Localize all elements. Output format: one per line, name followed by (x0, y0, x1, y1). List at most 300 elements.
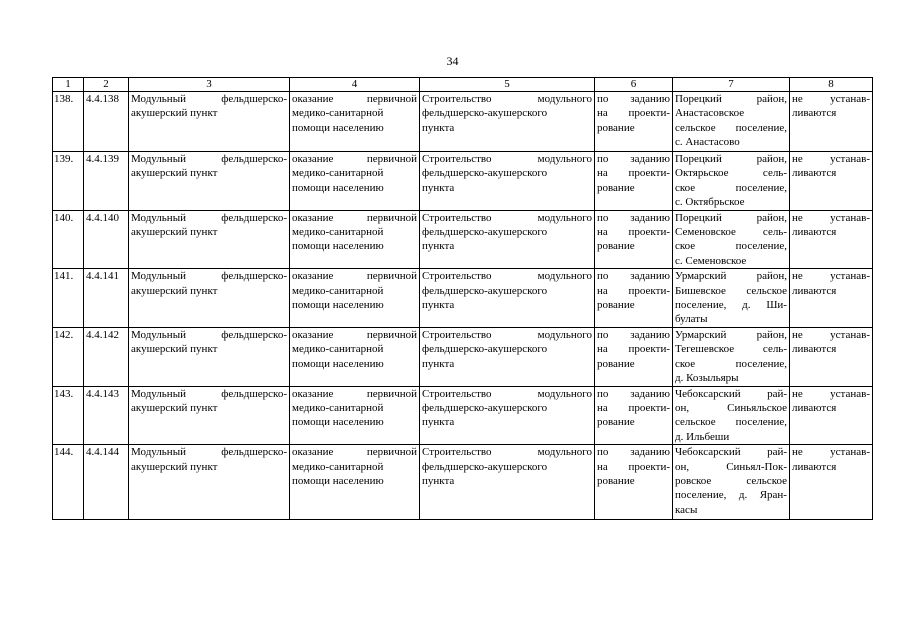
header-col-3: 3 (129, 78, 290, 92)
word: Тегешевское (675, 343, 735, 356)
word: сель- (762, 226, 787, 239)
table-row (53, 269, 873, 328)
work-type-line (422, 92, 592, 106)
row-number-cell (53, 210, 84, 269)
word: по (597, 270, 609, 283)
object-purpose-line (292, 211, 417, 225)
location-line (675, 328, 787, 342)
protection-zones-cell (790, 152, 873, 211)
header-col-4: 4 (290, 78, 420, 92)
word: не (792, 211, 803, 224)
basis-cell (595, 152, 673, 211)
word: модульного (537, 328, 592, 341)
header-col-7: 7 (673, 78, 790, 92)
word: он, (675, 401, 690, 414)
row-number-cell (53, 445, 84, 520)
word: поселение, (675, 489, 727, 502)
work-type-line: пункта (422, 474, 455, 487)
object-purpose-line (292, 152, 417, 166)
basis-line (597, 401, 670, 415)
protection-zones-line: ливаются (792, 343, 837, 356)
basis-line: рование (597, 121, 635, 134)
object-name-line (131, 269, 287, 283)
row-number-cell (53, 92, 84, 152)
object-code-cell (84, 445, 129, 520)
object-purpose-line: помощи населению (292, 416, 384, 429)
protection-zones-line (792, 152, 870, 166)
object-code: 4.4.144 (86, 446, 119, 459)
table-row (53, 386, 873, 445)
work-type-line: фельдшерско-акушерского (422, 167, 548, 180)
word: Порецкий (675, 153, 722, 165)
protection-zones-line (792, 445, 870, 459)
word: модульного (537, 93, 592, 105)
object-purpose-cell (290, 445, 420, 520)
object-code-cell (84, 327, 129, 386)
word: устанав- (830, 211, 870, 224)
work-type-line: пункта (422, 121, 455, 134)
word: Строительство (422, 446, 492, 459)
word: район, (756, 328, 787, 341)
word: Модульный (131, 211, 186, 224)
word: сель- (762, 167, 787, 180)
word: фельдшерско- (221, 270, 287, 283)
object-code-cell (84, 92, 129, 152)
word: Строительство (422, 93, 492, 105)
object-purpose-line: медико-санитарной (292, 107, 384, 120)
protection-zones-cell (790, 269, 873, 328)
word: Ши- (766, 299, 787, 312)
word: оказание (292, 446, 334, 459)
basis-line (597, 269, 670, 283)
object-code-cell (84, 152, 129, 211)
word: не (792, 387, 803, 400)
protection-zones-line: ливаются (792, 401, 837, 414)
word: модульного (537, 153, 592, 165)
object-name-line (131, 92, 287, 106)
protection-zones-line: ливаются (792, 226, 837, 239)
basis-line (597, 106, 670, 120)
object-purpose-line (292, 269, 417, 283)
page-number: 34 (446, 54, 459, 68)
object-purpose-line: помощи населению (292, 474, 384, 487)
work-type-line (422, 269, 592, 283)
word: Чебоксарский (675, 387, 741, 400)
basis-line (597, 225, 670, 239)
protection-zones-line: ливаются (792, 460, 837, 473)
basis-line (597, 445, 670, 459)
word: не (792, 446, 803, 459)
word: оказание (292, 93, 334, 105)
basis-line: рование (597, 357, 635, 370)
word: заданию (630, 93, 670, 105)
location-line (675, 460, 787, 474)
protection-zones-line: ливаются (792, 167, 837, 180)
basis-line: рование (597, 299, 635, 312)
location-cell (673, 269, 790, 328)
word: Строительство (422, 328, 492, 341)
location-line: булаты (675, 313, 708, 326)
word: поселение, (735, 181, 787, 194)
object-purpose-line (292, 92, 417, 106)
object-code-cell (84, 386, 129, 445)
word: первичной (366, 153, 417, 165)
basis-line (597, 328, 670, 342)
work-type-line: пункта (422, 181, 455, 194)
basis-line (597, 166, 670, 180)
basis-cell (595, 386, 673, 445)
word: проекти- (628, 343, 670, 356)
row-number: 141. (54, 270, 74, 283)
row-number-cell (53, 327, 84, 386)
location-line (675, 387, 787, 401)
table-row (53, 327, 873, 386)
table-row (53, 210, 873, 269)
object-purpose-line: помощи населению (292, 299, 384, 312)
word: по (597, 211, 609, 224)
location-line (675, 269, 787, 283)
object-purpose-line: медико-санитарной (292, 343, 384, 356)
word: проекти- (628, 284, 670, 297)
location-line (675, 225, 787, 239)
word: на (597, 167, 608, 180)
location-cell (673, 386, 790, 445)
word: Порецкий (675, 93, 722, 105)
object-purpose-cell (290, 269, 420, 328)
object-name-cell (129, 210, 290, 269)
basis-line (597, 460, 670, 474)
object-code: 4.4.142 (86, 328, 119, 341)
work-type-line (422, 387, 592, 401)
word: фельдшерско- (221, 93, 287, 105)
work-type-line: фельдшерско-акушерского (422, 107, 548, 120)
work-type-line: фельдшерско-акушерского (422, 460, 548, 473)
word: на (597, 343, 608, 356)
word: ское (675, 181, 696, 194)
basis-cell (595, 92, 673, 152)
word: первичной (366, 387, 417, 400)
work-type-cell (420, 327, 595, 386)
word: заданию (630, 270, 670, 283)
location-cell (673, 92, 790, 152)
row-number: 144. (54, 446, 74, 459)
object-code-cell (84, 269, 129, 328)
work-type-line (422, 152, 592, 166)
protection-zones-cell (790, 92, 873, 152)
location-line (675, 211, 787, 225)
object-purpose-cell (290, 92, 420, 152)
object-name-line (131, 387, 287, 401)
word: по (597, 328, 609, 341)
basis-line (597, 387, 670, 401)
basis-line (597, 92, 670, 106)
location-line (675, 445, 787, 459)
basis-line: рование (597, 240, 635, 253)
basis-cell (595, 327, 673, 386)
word: устанав- (830, 328, 870, 341)
object-purpose-cell (290, 386, 420, 445)
word: на (597, 226, 608, 239)
word: Строительство (422, 211, 492, 224)
word: Модульный (131, 328, 186, 341)
word: сельское (746, 474, 787, 487)
word: не (792, 328, 803, 341)
object-name-line: акушерский пункт (131, 284, 218, 297)
location-line (675, 415, 787, 429)
object-name-line: акушерский пункт (131, 460, 218, 473)
work-type-line (422, 211, 592, 225)
word: устанав- (830, 446, 870, 459)
object-name-cell (129, 152, 290, 211)
protection-zones-line (792, 269, 870, 283)
word: район, (756, 153, 787, 165)
word: д. (738, 489, 748, 502)
protection-zones-cell (790, 445, 873, 520)
object-purpose-line: помощи населению (292, 240, 384, 253)
location-line: д. Козыльяры (675, 372, 739, 385)
header-row (53, 78, 873, 92)
row-number-cell (53, 386, 84, 445)
word: устанав- (830, 93, 870, 105)
word: оказание (292, 270, 334, 283)
word: фельдшерско- (221, 387, 287, 400)
location-line (675, 152, 787, 166)
table-row (53, 92, 873, 152)
protection-zones-line (792, 211, 870, 225)
protection-zones-line: ливаются (792, 107, 837, 120)
row-number: 140. (54, 211, 74, 224)
word: фельдшерско- (221, 211, 287, 224)
basis-line (597, 284, 670, 298)
location-line (675, 121, 787, 135)
basis-line: рование (597, 474, 635, 487)
word: оказание (292, 211, 334, 224)
work-type-line (422, 445, 592, 459)
table-row (53, 445, 873, 520)
word: сельское (675, 416, 716, 429)
object-purpose-line: помощи населению (292, 121, 384, 134)
object-purpose-line (292, 387, 417, 401)
location-line (675, 181, 787, 195)
word: район, (756, 93, 787, 105)
object-purpose-cell (290, 152, 420, 211)
word: модульного (537, 270, 592, 283)
word: Урмарский (675, 270, 727, 283)
word: заданию (630, 328, 670, 341)
object-purpose-line (292, 445, 417, 459)
word: рай- (767, 387, 787, 400)
object-code: 4.4.139 (86, 153, 119, 165)
protection-zones-line (792, 328, 870, 342)
protection-zones-line (792, 92, 870, 106)
row-number: 142. (54, 328, 74, 341)
location-line: Анастасовское (675, 107, 745, 120)
work-type-line: фельдшерско-акушерского (422, 284, 548, 297)
word: поселение, (735, 121, 787, 134)
word: сельское (675, 121, 716, 134)
word: Синьял-Пок- (726, 460, 787, 473)
word: заданию (630, 387, 670, 400)
word: заданию (630, 211, 670, 224)
table-row (53, 152, 873, 211)
word: поселение, (735, 357, 787, 370)
basis-line (597, 211, 670, 225)
work-type-line (422, 328, 592, 342)
word: Октярьское (675, 167, 729, 180)
word: по (597, 153, 609, 165)
word: модульного (537, 211, 592, 224)
word: Модульный (131, 93, 186, 105)
object-name-cell (129, 327, 290, 386)
location-line (675, 239, 787, 253)
word: Синьяльское (727, 401, 787, 414)
header-col-2: 2 (84, 78, 129, 92)
work-type-cell (420, 152, 595, 211)
row-number: 139. (54, 153, 74, 165)
word: на (597, 107, 608, 120)
header-col-6: 6 (595, 78, 673, 92)
word: первичной (366, 328, 417, 341)
object-purpose-line: медико-санитарной (292, 284, 384, 297)
object-purpose-line: помощи населению (292, 181, 384, 194)
word: Модульный (131, 270, 186, 283)
row-number: 138. (54, 93, 74, 105)
word: по (597, 93, 609, 105)
work-type-line: пункта (422, 299, 455, 312)
word: ское (675, 357, 696, 370)
work-type-cell (420, 386, 595, 445)
object-code-cell (84, 210, 129, 269)
basis-cell (595, 445, 673, 520)
row-number: 143. (54, 387, 74, 400)
word: проекти- (628, 167, 670, 180)
word: оказание (292, 153, 334, 165)
basis-line (597, 152, 670, 166)
basis-cell (595, 210, 673, 269)
location-line: с. Семеновское (675, 254, 747, 267)
word: проекти- (628, 107, 670, 120)
word: проекти- (628, 226, 670, 239)
work-type-line: фельдшерско-акушерского (422, 226, 548, 239)
object-name-cell (129, 386, 290, 445)
object-purpose-cell (290, 210, 420, 269)
object-code: 4.4.141 (86, 270, 119, 283)
word: по (597, 387, 609, 400)
object-purpose-line (292, 328, 417, 342)
protection-zones-line: ливаются (792, 284, 837, 297)
word: заданию (630, 153, 670, 165)
object-name-cell (129, 92, 290, 152)
object-purpose-line: помощи населению (292, 357, 384, 370)
location-cell (673, 445, 790, 520)
object-name-cell (129, 445, 290, 520)
location-line (675, 166, 787, 180)
work-type-line: фельдшерско-акушерского (422, 401, 548, 414)
object-name-line: акушерский пункт (131, 167, 218, 180)
word: поселение, (675, 299, 727, 312)
word: не (792, 153, 803, 165)
work-type-line: пункта (422, 416, 455, 429)
word: Строительство (422, 153, 492, 165)
word: Строительство (422, 387, 492, 400)
word: оказание (292, 328, 334, 341)
work-type-cell (420, 269, 595, 328)
word: устанав- (830, 387, 870, 400)
object-purpose-cell (290, 327, 420, 386)
work-type-cell (420, 92, 595, 152)
word: он, (675, 460, 690, 473)
object-purpose-line: медико-санитарной (292, 167, 384, 180)
object-purpose-line: медико-санитарной (292, 460, 384, 473)
work-type-cell (420, 210, 595, 269)
location-cell (673, 210, 790, 269)
table-header (53, 78, 873, 92)
object-purpose-line: медико-санитарной (292, 401, 384, 414)
register-table (52, 77, 873, 520)
word: Строительство (422, 270, 492, 283)
header-col-8: 8 (790, 78, 873, 92)
word: ровское (675, 474, 712, 487)
word: Семеновское (675, 226, 736, 239)
word: Порецкий (675, 211, 722, 224)
work-type-line: пункта (422, 240, 455, 253)
basis-line: рование (597, 416, 635, 429)
basis-cell (595, 269, 673, 328)
location-line (675, 92, 787, 106)
object-purpose-line: медико-санитарной (292, 226, 384, 239)
location-line: с. Анастасово (675, 136, 740, 149)
location-line: с. Октябрьское (675, 196, 745, 209)
word: проекти- (628, 401, 670, 414)
word: поселение, (735, 416, 787, 429)
object-name-line: акушерский пункт (131, 401, 218, 414)
basis-line (597, 342, 670, 356)
object-name-line (131, 445, 287, 459)
word: Модульный (131, 446, 186, 459)
word: на (597, 284, 608, 297)
object-name-line (131, 152, 287, 166)
word: Бишевское (675, 284, 726, 297)
location-cell (673, 152, 790, 211)
location-line: касы (675, 503, 698, 516)
object-name-line: акушерский пункт (131, 107, 218, 120)
word: д. (742, 299, 751, 312)
object-code: 4.4.140 (86, 211, 119, 224)
row-number-cell (53, 152, 84, 211)
word: фельдшерско- (221, 153, 287, 165)
protection-zones-cell (790, 210, 873, 269)
table-body (53, 92, 873, 520)
work-type-line: пункта (422, 357, 455, 370)
work-type-cell (420, 445, 595, 520)
header-col-5: 5 (420, 78, 595, 92)
word: первичной (366, 446, 417, 459)
word: оказание (292, 387, 334, 400)
location-line (675, 488, 787, 502)
word: модульного (537, 387, 592, 400)
object-name-line (131, 328, 287, 342)
word: ское (675, 240, 696, 253)
location-line (675, 401, 787, 415)
object-name-line: акушерский пункт (131, 343, 218, 356)
word: Урмарский (675, 328, 727, 341)
word: на (597, 401, 608, 414)
word: район, (756, 270, 787, 283)
word: сель- (762, 343, 787, 356)
object-name-cell (129, 269, 290, 328)
location-line (675, 474, 787, 488)
word: рай- (767, 446, 787, 459)
